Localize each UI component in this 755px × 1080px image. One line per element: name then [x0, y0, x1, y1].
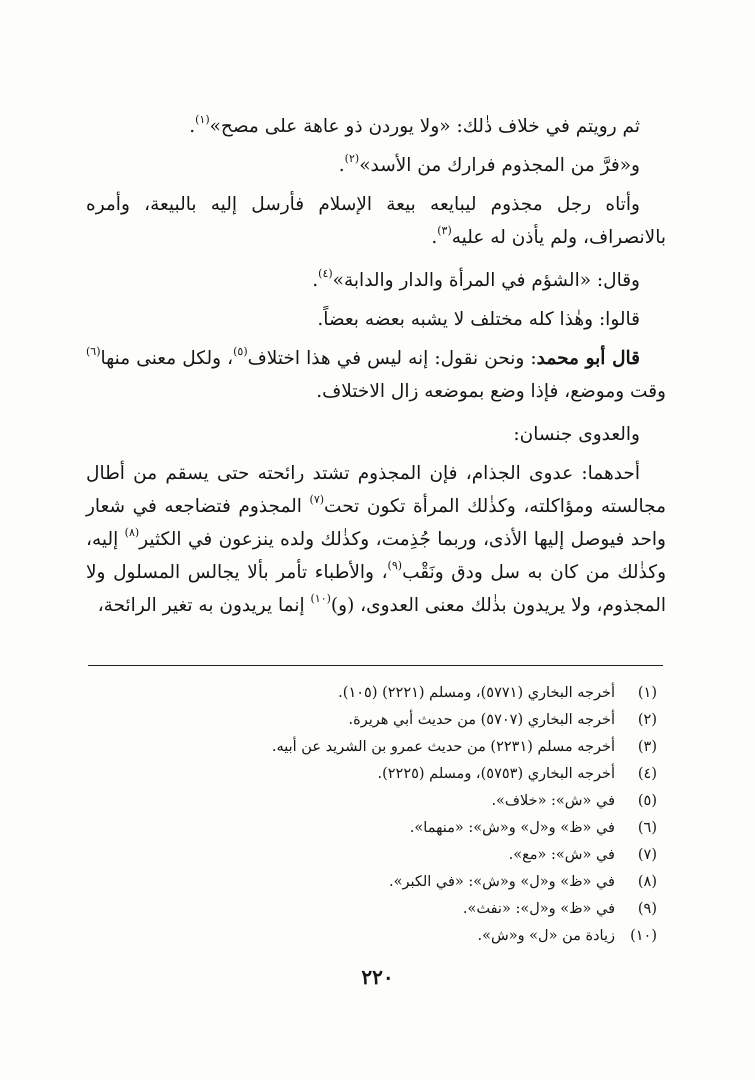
footnote [272, 680, 657, 707]
footnote-text: في «ش»: «مع». [508, 847, 615, 863]
page-body [86, 110, 666, 632]
footnote-marker: (٩) [387, 558, 403, 572]
text-run: و«فرَّ من المجذوم فرارك من الأسد» [359, 155, 640, 176]
footnote-marker: (٦) [86, 344, 101, 358]
footnote-number: (٦) [637, 820, 657, 836]
text-run: المجذوم فتضاجعه في شعار واحد فيوصل إليها الأذى، وربما جُذِمت، وكذٰلك ولده ينزعون في الكثير [86, 496, 666, 550]
footnote-number: (١٠) [630, 928, 657, 944]
paragraph [86, 342, 666, 408]
text-run: وقال: «الشؤم في المرأة والدار والدابة» [332, 270, 640, 291]
footnote [272, 788, 657, 815]
footnote-text: في «ش»: «خلاف». [491, 793, 615, 809]
text-run: والعدوى جنسان: [513, 424, 640, 445]
footnote-number: (٣) [637, 739, 657, 755]
text-run: ، والأطباء تأمر بألا يجالس المسلول ولا المجذوم، ولا يريدون بذٰلك معنى العدوى، (و) [86, 562, 666, 616]
footnote-separator [88, 665, 663, 666]
footnote-marker: (٤) [318, 266, 333, 280]
footnote-text: أخرجه مسلم (٢٢٣١) من حديث عمرو بن الشريد عن أبيه. [271, 739, 615, 755]
footnote-marker: (٣) [437, 223, 452, 237]
paragraph [86, 264, 666, 297]
footnote-text: أخرجه البخاري (٥٧٠٧) من حديث أبي هريرة. [348, 712, 615, 728]
footnote-number: (١) [637, 685, 657, 701]
footnote-marker: (١٠) [310, 591, 331, 605]
footnote [272, 707, 657, 734]
page-number: ٢٢٠ [361, 965, 394, 989]
footnote [272, 761, 657, 788]
footnote-text: أخرجه البخاري (٥٧٧١)، ومسلم (٢٢٢١) (١٠٥). [338, 685, 615, 701]
footnote-number: (٩) [637, 901, 657, 917]
footnote-number: (٥) [637, 793, 657, 809]
text-run: . [431, 227, 438, 248]
main-text [86, 110, 666, 622]
paragraph [86, 418, 666, 451]
footnote-marker: (٥) [233, 344, 248, 358]
paragraph [86, 149, 666, 182]
paragraph [86, 110, 666, 143]
footnotes [272, 680, 657, 950]
footnote [272, 869, 657, 896]
footnote-marker: (١) [195, 112, 210, 126]
footnote-text: أخرجه البخاري (٥٧٥٣)، ومسلم (٢٢٢٥). [377, 766, 615, 782]
footnote-text: في «ظ» و«ل»: «نفث». [462, 901, 615, 917]
footnote-marker: (٧) [309, 492, 325, 506]
text-run: ثم رويتم في خلاف ذٰلك: «ولا يوردن ذو عاهة على مصح» [209, 116, 640, 137]
footnote-text: في «ظ» و«ل» و«ش»: «منهما». [409, 820, 615, 836]
paragraph [86, 303, 666, 336]
footnote-marker: (٢) [344, 151, 360, 165]
text-run: إنما يريدون به تغير الرائحة، [97, 595, 311, 616]
text-run: إليه، وكذٰلك من كان به سل ودق ونَقْب [86, 529, 667, 583]
footnote [272, 815, 657, 842]
footnote [272, 842, 657, 869]
footnote-text: زيادة من «ل» و«ش». [477, 928, 615, 944]
text-run: وأتاه رجل مجذوم ليبايعه بيعة الإسلام فأرسل إليه بالبيعة، وأمره بالانصراف، ولم يأذن له عليه [86, 194, 666, 248]
text-run: . [189, 116, 196, 137]
text-run: . [312, 270, 319, 291]
footnote-marker: (٨) [124, 525, 140, 539]
text-run: . [338, 155, 345, 176]
text-run: قالوا: وهٰذا كله مختلف لا يشبه بعضه بعضاً. [317, 309, 640, 330]
text-run: وقت وموضع، فإذا وضع بموضعه زال الاختلاف. [316, 381, 666, 402]
footnote [272, 923, 657, 950]
footnote-number: (٧) [637, 847, 657, 863]
footnote-number: (٨) [637, 874, 657, 890]
footnote [272, 896, 657, 923]
paragraph [86, 188, 666, 254]
footnote-text: في «ظ» و«ل» و«ش»: «في الكبر». [388, 874, 615, 890]
speaker-name: قال أبو محمد [536, 348, 641, 369]
paragraph [86, 457, 666, 622]
text-run: أحدهما: عدوى الجذام، فإن المجذوم تشتد رائحته حتى يسقم من أطال مجالسته ومؤاكلته، وكذٰلك المرأة تكون تحت [86, 463, 666, 517]
text-run: ، ولكل معنى منها [100, 348, 234, 369]
footnote-number: (٢) [637, 712, 657, 728]
footnote-number: (٤) [637, 766, 657, 782]
text-run: : ونحن نقول: إنه ليس في هذا اختلاف [247, 348, 537, 369]
footnote [272, 734, 657, 761]
